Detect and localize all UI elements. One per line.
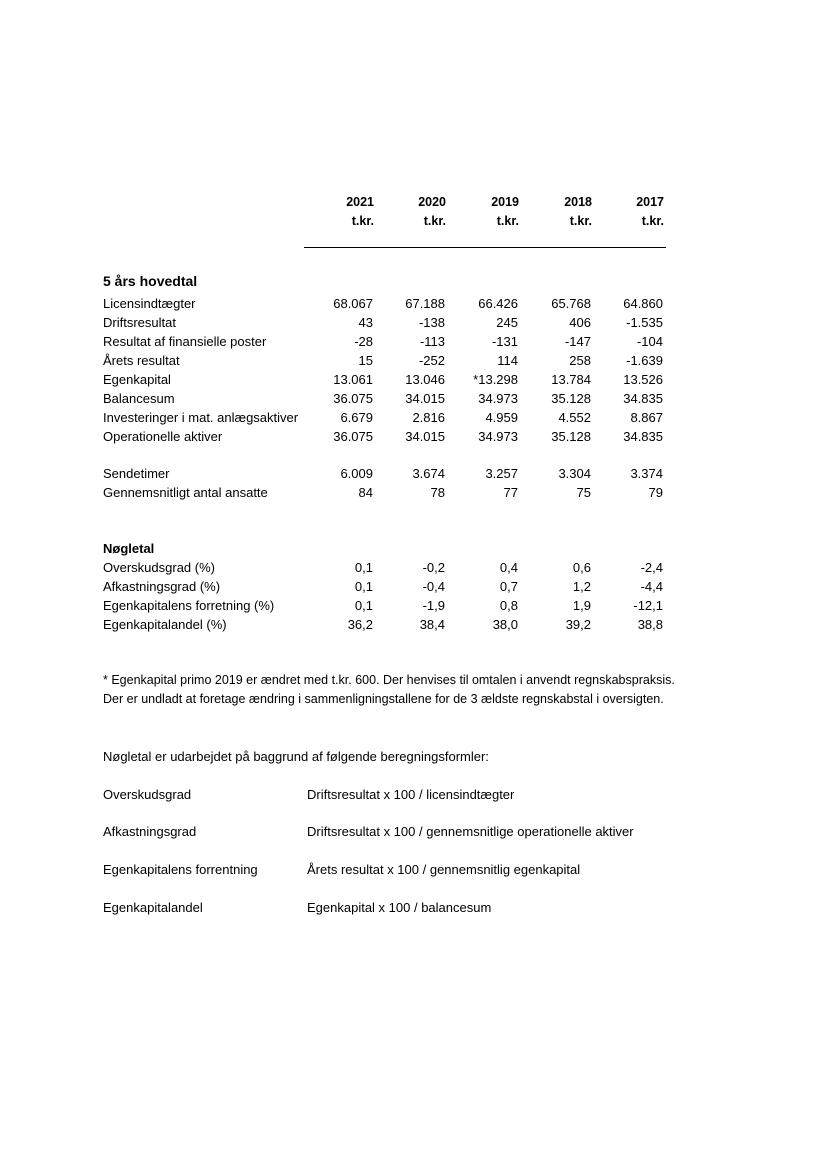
cell-2020: 78 (430, 485, 445, 500)
cell-2019: *13.298 (473, 372, 518, 387)
row-label: Egenkapital (103, 372, 171, 387)
table-row (103, 410, 673, 429)
unit-label: t.kr. (351, 214, 374, 228)
row-label: Gennemsnitligt antal ansatte (103, 485, 268, 500)
formula-definition: Driftsresultat x 100 / gennemsnitlige operationelle aktiver (307, 824, 634, 839)
table-row (103, 579, 673, 598)
cell-2018: 4.552 (558, 410, 591, 425)
unit-label: t.kr. (569, 214, 592, 228)
cell-2021: 0,1 (354, 598, 373, 613)
cell-2019: 66.426 (478, 296, 518, 311)
cell-2018: 1,9 (572, 598, 591, 613)
cell-2017: -104 (636, 334, 663, 349)
cell-2020: -252 (418, 353, 445, 368)
formula-name: Egenkapitalandel (103, 900, 203, 915)
row-label: Driftsresultat (103, 315, 176, 330)
table-row (103, 334, 673, 353)
cell-2018: 39,2 (565, 617, 591, 632)
row-label: Operationelle aktiver (103, 429, 223, 444)
cell-2017: 64.860 (623, 296, 663, 311)
cell-2020: 34.015 (405, 391, 445, 406)
cell-2017: -12,1 (633, 598, 663, 613)
cell-2017: -4,4 (640, 579, 663, 594)
table-row (103, 466, 673, 485)
year-label: 2021 (346, 195, 374, 209)
table-row (103, 485, 673, 504)
row-label: Balancesum (103, 391, 175, 406)
row-label: Resultat af finansielle poster (103, 334, 267, 349)
cell-2020: 3.674 (412, 466, 445, 481)
cell-2020: 38,4 (419, 617, 445, 632)
formulas-intro: Nøgletal er udarbejdet på baggrund af følgende beregningsformler: (103, 749, 489, 764)
cell-2019: 245 (496, 315, 518, 330)
cell-2020: 13.046 (405, 372, 445, 387)
row-label: Afkastningsgrad (%) (103, 579, 221, 594)
unit-label: t.kr. (423, 214, 446, 228)
row-label: Investeringer i mat. anlægsaktiver (103, 410, 299, 425)
cell-2021: 13.061 (333, 372, 373, 387)
cell-2019: 0,4 (499, 560, 518, 575)
cell-2019: 4.959 (485, 410, 518, 425)
cell-2017: 38,8 (637, 617, 663, 632)
year-label: 2018 (564, 195, 592, 209)
table-row (103, 391, 673, 410)
formula-name: Egenkapitalens forrentning (103, 862, 258, 877)
row-label: Årets resultat (103, 353, 180, 368)
table-row (103, 598, 673, 617)
formula-name: Afkastningsgrad (103, 824, 197, 839)
cell-2021: 36.075 (333, 391, 373, 406)
cell-2018: 35.128 (551, 391, 591, 406)
cell-2019: 0,8 (499, 598, 518, 613)
cell-2020: 34.015 (405, 429, 445, 444)
cell-2021: 6.009 (340, 466, 373, 481)
cell-2018: 3.304 (558, 466, 591, 481)
table-row (103, 429, 673, 448)
row-label: Sendetimer (103, 466, 170, 481)
footnote-line-1: * Egenkapital primo 2019 er ændret med t.kr. 600. Der henvises til omtalen i anvendt regnskabspraksis. (103, 673, 675, 687)
cell-2018: -147 (564, 334, 591, 349)
cell-2018: 75 (576, 485, 591, 500)
formula-definition: Driftsresultat x 100 / licensindtægter (307, 787, 515, 802)
year-label: 2019 (491, 195, 519, 209)
cell-2020: 67.188 (405, 296, 445, 311)
cell-2021: 36,2 (347, 617, 373, 632)
cell-2019: 3.257 (485, 466, 518, 481)
cell-2019: 34.973 (478, 391, 518, 406)
cell-2019: -131 (491, 334, 518, 349)
cell-2021: 0,1 (354, 579, 373, 594)
table-row (103, 296, 673, 315)
cell-2018: 65.768 (551, 296, 591, 311)
cell-2020: -1,9 (422, 598, 445, 613)
cell-2020: -113 (419, 334, 445, 349)
cell-2021: 43 (358, 315, 373, 330)
cell-2017: 79 (648, 485, 663, 500)
footnote-line-2: Der er undladt at foretage ændring i sammenligningstallene for de 3 ældste regnskabstal i oversigten. (103, 692, 664, 706)
cell-2017: 13.526 (623, 372, 663, 387)
cell-2019: 77 (503, 485, 518, 500)
cell-2017: -2,4 (640, 560, 663, 575)
cell-2017: -1.535 (626, 315, 663, 330)
cell-2018: 13.784 (551, 372, 591, 387)
header-divider (304, 247, 666, 248)
row-label: Egenkapitalens forretning (%) (103, 598, 275, 613)
cell-2021: 68.067 (333, 296, 373, 311)
cell-2018: 0,6 (572, 560, 591, 575)
cell-2017: 34.835 (623, 429, 663, 444)
table-row (103, 372, 673, 391)
formula-name: Overskudsgrad (103, 787, 192, 802)
cell-2018: 406 (569, 315, 591, 330)
cell-2018: 258 (569, 353, 591, 368)
cell-2020: 2.816 (412, 410, 445, 425)
year-label: 2020 (418, 195, 446, 209)
formula-definition: Egenkapital x 100 / balancesum (307, 900, 492, 915)
cell-2021: 36.075 (333, 429, 373, 444)
cell-2021: 0,1 (354, 560, 373, 575)
cell-2020: -0,2 (422, 560, 445, 575)
cell-2021: 84 (358, 485, 373, 500)
cell-2021: 6.679 (340, 410, 373, 425)
unit-label: t.kr. (641, 214, 664, 228)
row-label: Overskudsgrad (%) (103, 560, 215, 575)
table-row (103, 617, 673, 636)
cell-2019: 114 (497, 353, 518, 368)
cell-2019: 34.973 (478, 429, 518, 444)
cell-2020: -0,4 (422, 579, 445, 594)
cell-2017: -1.639 (626, 353, 663, 368)
row-label: Egenkapitalandel (%) (103, 617, 227, 632)
table-row (103, 560, 673, 579)
section-title-hovedtal: 5 års hovedtal (103, 273, 198, 289)
formula-definition: Årets resultat x 100 / gennemsnitlig egenkapital (307, 862, 581, 877)
table-row (103, 353, 673, 372)
cell-2021: -28 (354, 334, 373, 349)
year-label: 2017 (636, 195, 664, 209)
cell-2018: 35.128 (551, 429, 591, 444)
cell-2021: 15 (358, 353, 373, 368)
row-label: Licensindtægter (103, 296, 196, 311)
cell-2019: 0,7 (499, 579, 518, 594)
cell-2017: 3.374 (630, 466, 663, 481)
cell-2017: 34.835 (623, 391, 663, 406)
table-row (103, 315, 673, 334)
unit-label: t.kr. (496, 214, 519, 228)
section-title-noegletal: Nøgletal (103, 541, 155, 556)
cell-2020: -138 (418, 315, 445, 330)
cell-2017: 8.867 (630, 410, 663, 425)
cell-2019: 38,0 (492, 617, 518, 632)
cell-2018: 1,2 (572, 579, 591, 594)
